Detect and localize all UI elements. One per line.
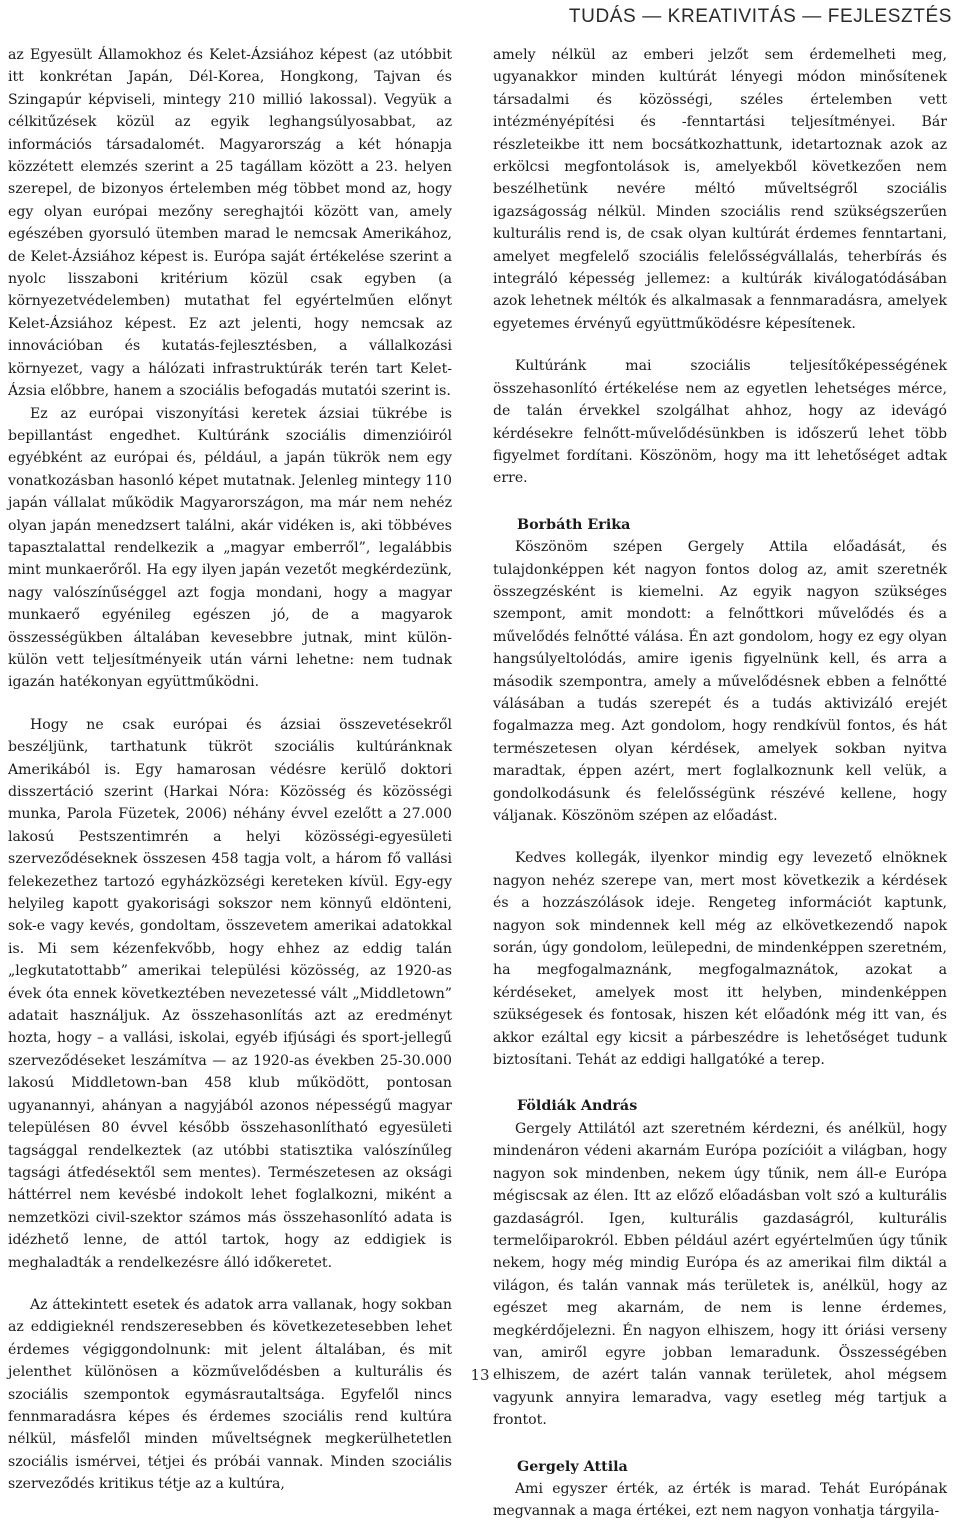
paragraph: Az áttekintett esetek és adatok arra vallanak, hogy sokban az eddigieknél rendszeresebben és következetesebben lehet érdemes végiggondolnunk: mit jelent általában, és mit jelenthet különösen a közművelődésben a kulturális és szociális szempontok egymásrautaltsága. Egyfelől nincs fennmaradásra képes és érdemes szociális rend kultúra nélkül, másfelől minden műveltségnek megkerülhetetlen szociális ismérvei, tétjei és próbái vannak. Minden szociális szerveződés kritikus tétje az a kultúra, bbox=[8, 1296, 452, 1493]
left-column bbox=[8, 44, 452, 1496]
paragraph: Kultúránk mai szociális teljesítőképességének összehasonlító értékelése nem az egyetlen lehetséges mérce, de talán érvekkel szolgálhat ahhoz, hogy az idevágó kérdésekre felnőtt-művelődésünkben is időszerű lehet több figyelmet fordítani. Köszönöm, hogy ma itt lehetőséget adtak erre. bbox=[493, 358, 947, 487]
paragraph: Ami egyszer érték, az érték is marad. Tehát Európának megvannak a maga értékei, ezt nem nagyon vonhatja tárgyila- bbox=[493, 1480, 947, 1520]
paragraph: Kedves kollegák, ilyenkor mindig egy levezető elnöknek nagyon nehéz szerepe van, mert most következik a kérdések és a hozzászólások ideje. Rengeteg információt kaptunk, nagyon sok mindennek kell még az elkövetkezendő napok során, úgy gondolom, leülepedni, de mindenképpen szeretném, ha megfogalmaznánk, megfogalmaznátok, azokat a kérdéseket, amelyek most itt helyben, mindenképpen szükségesek és fontosak, hiszen két előadónk még itt van, és akkor ezáltal egy kicsit a párbeszédre is lehetőséget tudunk biztosítani. Tehát az eddigi hallgatóké a terep. bbox=[493, 850, 947, 1069]
paragraph: Gergely Attilától azt szeretném kérdezni, és anélkül, hogy mindenáron védeni akarnám Európa pozícióit a világban, hogy nagyon sok mindenben, nekem úgy tűnik, nem áll-e Európa mégiscsak az élen. Itt az előző előadásban volt szó a kulturális gazdaságról. Igen, kulturális gazdaságról, kulturális termelőiparokról. Ebben például azért egyértelműen úgy tűnik nekem, hogy még mindig Európa és az amerikai film diktál a világon, és talán vannak más területek is, anélkül, hogy az egészet meg akarnám, de nem is lenne érdemes, megkérdőjelezni. Én nagyon elhiszem, hogy itt óriási verseny van, amiről egyre jobban lemaradunk. Összességében elhiszem, de azért talán vannak területek, ahol mégsem vagyunk annyira lemaradva, vagy esetleg még tartjuk a frontot. bbox=[493, 1120, 947, 1429]
speaker-name: Borbáth Erika bbox=[517, 516, 631, 533]
paragraph: amely nélkül az emberi jelzőt sem érdemelheti meg, ugyanakkor minden kultúrát lényegi módon minősítenek társadalmi és közösségi, széles értelemben vett intézményépítési és -fenntartási teljesítményei. Bár részleteikbe itt nem bocsátkozhattunk, idetartoznak azok az erkölcsi megfontolások is, amelyekből következően nem beszélhetünk nevére méltó műveltségről szociális igazságosság nélkül. Minden szociális rend szükségszerűen kulturális rend is, de csak olyan kultúrát érdemes fenntartani, amelyet megfelelő szociális felelősségvállalás, teherbírás és integráló képesség jellemez: a kultúrák kiválogatódásában azok lehetnek méltók és alkalmasak a fennmaradásra, amelyek egyetemes érvényű együttműködésre képesítenek. bbox=[493, 47, 947, 332]
page-number: 13 bbox=[470, 1366, 490, 1384]
paragraph: Hogy ne csak európai és ázsiai összevetésekről beszéljünk, tarthatunk tükröt szociális kultúránknak Amerikából is. Egy hamarosan védésre kerülő doktori disszertáció szerint (Harkai Nóra: Közösség és közösségi munka, Parola Füzetek, 2006) néhány évvel ezelőtt a 27.000 lakosú Pestszentimrén a helyi közösségi-egyesületi szerveződéseknek összesen 458 tagja volt, a három fő vallási felekezethez tartozó egyházközségi kereteken kívül. Egy-egy helyileg kapott gyakorisági sokszor nem könnyű eldönteni, sok-e vagy kevés, gondoltam, összevetem amerikai adatokkal is. Mi sem kézenfekvőbb, hogy ehhez az eddig talán „legkutatottabb” amerikai települési közösség, az 1920-as évek óta ennek következtében nevezetessé vált „Middletown” adatait használjuk. Az összehasonlítás azt az eredményt hozta, hogy – a vallási, iskolai, egyéb ifjúsági és sport-jellegű szerveződéseket leszámítva — az 1920-as években 25-30.000 lakosú Middletown-ban 458 klub működött, pontosan ugyanannyi, ahányan a nagyjából azonos népességű magyar településen 80 évvel később összehasonlítható egyesületi tagsággal rendelkeztek (az utóbbi statisztika valószínűleg tagsági átfedésektől sem mentes). Természetesen az oksági háttérrel nem kevésbé indokolt lehet foglalkozni, miként a nemzetközi civil-szektor számos más összehasonlító adata is idézhető lenne, de attól tartok, hogy az eddigiek is meghaladták a rendelkezésre álló időkeretet. bbox=[8, 716, 452, 1271]
speaker-name: Földiák András bbox=[517, 1098, 638, 1115]
right-column bbox=[493, 44, 947, 1523]
paragraph: Köszönöm szépen Gergely Attila előadását, és tulajdonképpen két nagyon fontos dolog az, amit szeretnék összegzésként is kiemelni. Az egyik nagyon szükséges szempont, amit mondott: a felnőttkori művelődés és a művelődés felnőtté válása. Én azt gondolom, hogy ez egy olyan hangsúlyeltolódás, amire igenis figyelnünk kell, és arra a második szempontra, amely a művelődésnek ebben a felnőtté válásában a tudás szerepét és a tudás aktivizáló erejét fogalmazza meg. Azt gondolom, hogy rendkívül fontos, és hát természetesen olyan kérdések, amelyek sokban nyitva maradtak, éppen azért, mert foglalkoznunk kell velük, a gondolkodásunk és felelősségünk részévé kellene, hogy váljanak. Köszönöm szépen az előadást. bbox=[493, 539, 947, 824]
running-header: TUDÁS — KREATIVITÁS — FEJLESZTÉS bbox=[568, 6, 952, 27]
speaker-name: Gergely Attila bbox=[517, 1458, 628, 1475]
paragraph: Ez az európai viszonyítási keretek ázsiai tükrébe is bepillantást engedhet. Kultúránk szociális dimenzióiról egyébként az európai és, például, a japán tükrök nem egy vonatkozásban hasonló képet mutatnak. Jelenleg mintegy 110 japán vállalat működik Magyarországon, ma már nem nehéz olyan japán menedzsert találni, akár vidéken is, aki többéves tapasztalattal rendelkezik a „magyar emberről”, legalábbis mint munkaerőről. Ha egy ilyen japán vezetőt megkérdezünk, nagy valószínűséggel azt fogja mondani, hogy a magyar munkaerő egyénileg egészen jó, de a magyarok összességükben általában kevesebbre jutnak, mint külön-külön vett teljesítményeik után várni lehetne: nem tudnak igazán hatékonyan együttműködni. bbox=[8, 405, 452, 691]
paragraph: az Egyesült Államokhoz és Kelet-Ázsiához képest (az utóbbit itt konkrétan Japán, Dél-Korea, Hongkong, Tajvan és Szingapúr képviseli, mintegy 210 millió lakossal). Vegyük a célkitűzések közül az egyik leghangsúlyosabbat, az információs társadalomét. Magyarország a két hónapja közzétett elemzés szerint a 25 tagállam között a 23. helyen szerepel, de bizonyos értelemben még többet mond az, hogy egy olyan európai mezőny sereghajtói között van, amely egészében gyorsuló ütemben marad le nemcsak Amerikához, de Kelet-Ázsiához képest is. Európa saját értékelése szerint a nyolc lisszaboni kritérium közül csak egyben (a környezetvédelemben) mutathat fel egyértelműen előnyt Kelet-Ázsiához képest. Ez azt jelenti, hogy nemcsak az innovációban és kutatás-fejlesztésben, a vállalkozási környezet, vagy a hálózati infrastruktúrák terén tart Kelet-Ázsia előbbre, hanem a szociális befogadás mutatói szerint is. bbox=[8, 47, 452, 400]
